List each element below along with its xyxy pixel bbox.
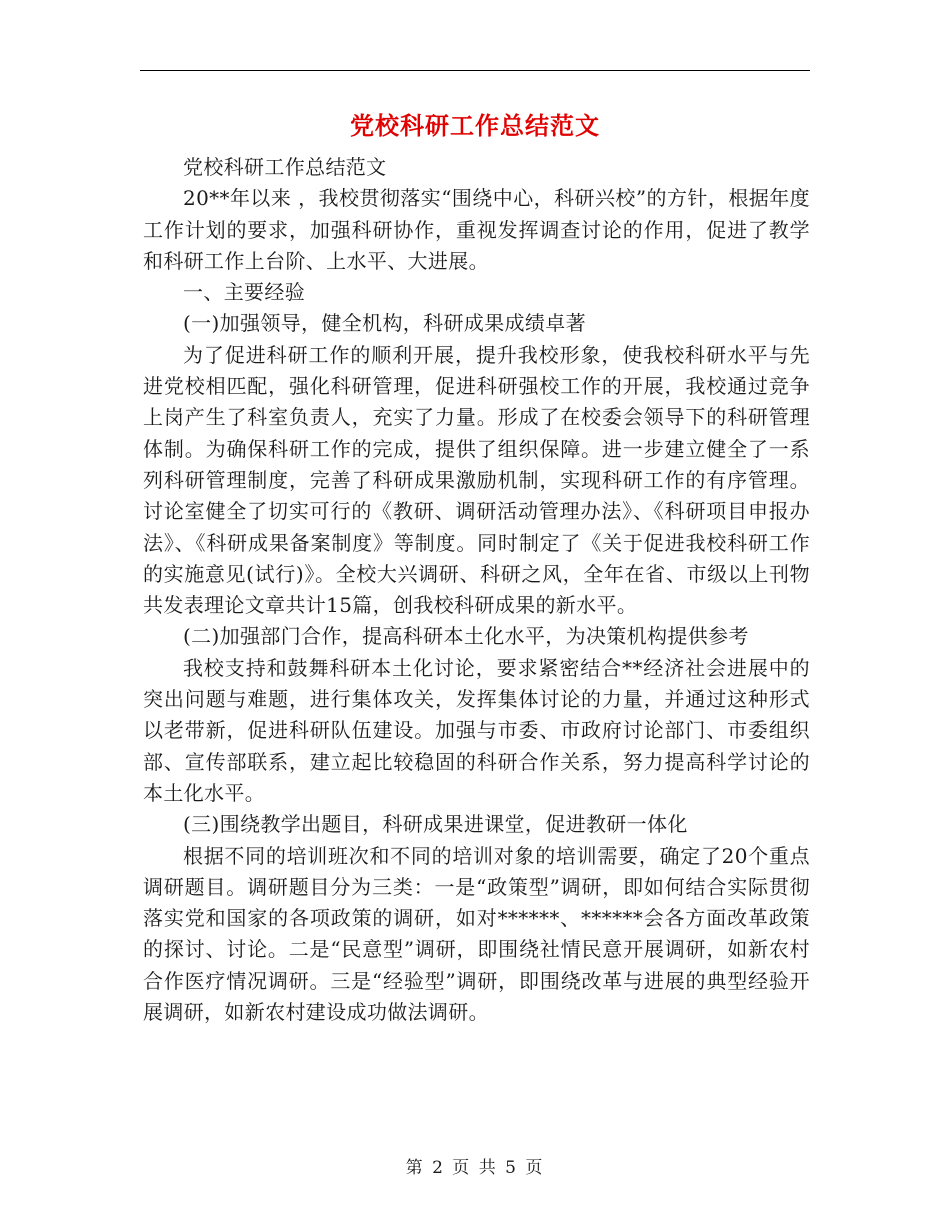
section-heading: 一、主要经验 [183,280,306,305]
page-number: 第 2 页 共 5 页 [405,1158,545,1178]
paragraph-subtitle: 党校科研工作总结范文 [183,155,387,179]
paragraph-body-2: 我校支持和鼓舞科研本土化讨论，要求紧密结合**经济社会进展中的突出问题与难题，进行集体攻关，发挥集体讨论的力量，并通过这种形式以老带新，促进科研队伍建设。加强与市委、市政府讨论部门、市委组织部、宣传部联系，建立起比较稳固的科研合作关系，努力提高科学讨论的本土化水平。 [143,655,810,805]
subsection-heading-1: (一)加强领导，健全机构，科研成果成绩卓著 [183,311,586,336]
document-body [143,152,810,1028]
paragraph-intro: 20**年以来 ，我校贯彻落实“围绕中心，科研兴校”的方针，根据年度工作计划的要求，加强科研协作，重视发挥调查讨论的作用，促进了教学和科研工作上台阶、上水平、大进展。 [143,186,810,273]
subsection-heading-2: (二)加强部门合作，提高科研本土化水平，为决策机构提供参考 [183,624,749,649]
paragraph-body-1: 为了促进科研工作的顺利开展，提升我校形象，使我校科研水平与先进党校相匹配，强化科研管理，促进科研强校工作的开展，我校通过竞争上岗产生了科室负责人，充实了力量。形成了在校委会领导下的科研管理体制。为确保科研工作的完成，提供了组织保障。进一步建立健全了一系列科研管理制度，完善了科研成果激励机制，实现科研工作的有序管理。讨论室健全了切实可行的《教研、调研活动管理办法》、《科研项目申报办法》、《科研成果备案制度》等制度。同时制定了《关于促进我校科研工作的实施意见(试行)》。全校大兴调研、科研之风，全年在省、市级以上刊物共发表理论文章共计15篇，创我校科研成果的新水平。 [143,342,810,618]
document-title: 党校科研工作总结范文 [350,111,600,140]
subsection-heading-3: (三)围绕教学出题目，科研成果进课堂，促进教研一体化 [183,812,688,837]
header-rule [140,70,810,71]
paragraph-body-3: 根据不同的培训班次和不同的培训对象的培训需要，确定了20个重点调研题目。调研题目分为三类：一是“政策型”调研，即如何结合实际贯彻落实党和国家的各项政策的调研，如对******、******会各方面改革政策的探讨、讨论。二是“民意型”调研，即围绕社情民意开展调研，如新农村合作医疗情况调研。三是“经验型”调研，即围绕改革与进展的典型经验开展调研，如新农村建设成功做法调研。 [143,843,810,1025]
